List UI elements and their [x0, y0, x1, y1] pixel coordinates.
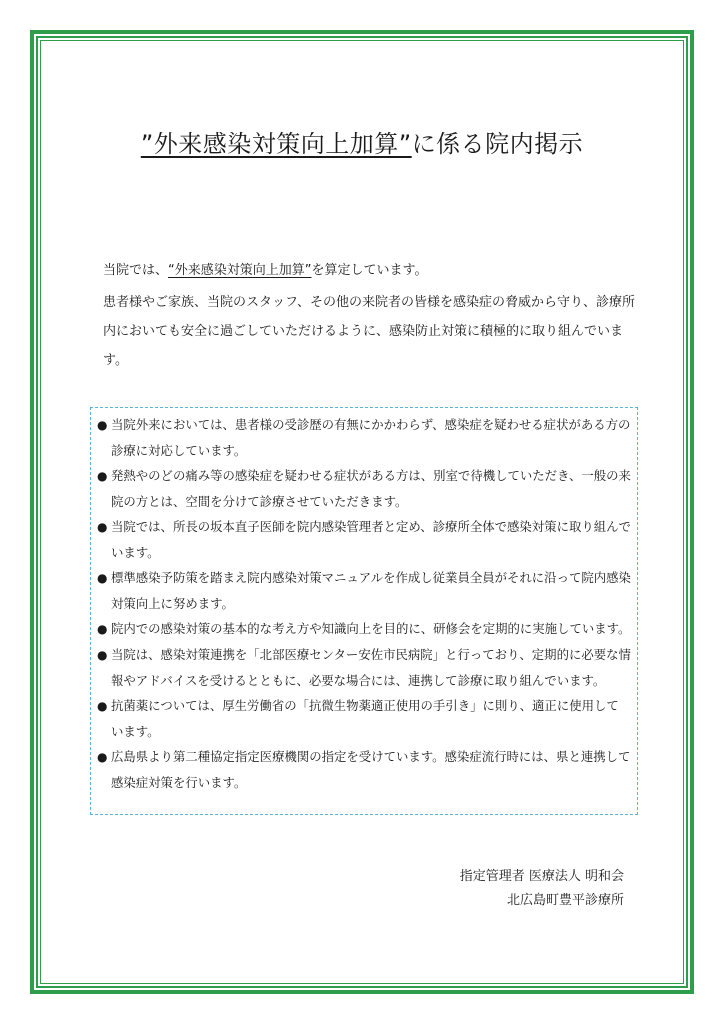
notice-text: 当院は、感染対策連携を「北部医療センター安佐市民病院」と行っており、定期的に必要な情報やアドバイスを受けるとともに、必要な場合には、連携して診療に取り組んでいます。	[111, 647, 631, 688]
bullet-icon: ●	[97, 571, 108, 585]
notice-list	[97, 412, 631, 795]
page-title-rest: に係る院内掲示	[411, 130, 584, 158]
notice-text: 抗菌薬については、厚生労働省の「抗微生物薬適正使用の手引き」に則り、適正に使用しています。	[111, 698, 619, 739]
notice-text: 当院外来においては、患者様の受診歴の有無にかかわらず、感染症を疑わせる症状がある方の診療に対応しています。	[111, 417, 631, 458]
notice-item	[97, 463, 631, 514]
notice-item	[97, 693, 631, 744]
notice-text: 当院では、所長の坂本直子医師を院内感染管理者と定め、診療所全体で感染対策に取り組んでいます。	[111, 519, 631, 560]
notice-item	[97, 514, 631, 565]
notice-item	[97, 744, 631, 795]
intro-line-1-highlight: “外来感染対策向上加算”	[168, 263, 312, 278]
bullet-icon: ●	[97, 520, 108, 534]
bullet-icon: ●	[97, 699, 108, 713]
signature-organization: 指定管理者 医療法人 明和会	[459, 869, 624, 884]
notice-item	[97, 616, 631, 642]
bullet-icon: ●	[97, 418, 108, 432]
intro-line-1-prefix: 当院では、	[103, 263, 169, 278]
notice-text: 標準感染予防策を踏まえ院内感染対策マニュアルを作成し従業員全員がそれに沿って院内感染対策向上に努めます。	[111, 570, 631, 611]
notice-item	[97, 642, 631, 693]
intro-line-1	[103, 256, 643, 285]
notice-item	[97, 565, 631, 616]
notice-text: 院内での感染対策の基本的な考え方や知識向上を目的に、研修会を定期的に実施しています。	[111, 621, 631, 636]
notice-text: 発熱やのどの痛み等の感染症を疑わせる症状がある方は、別室で待機していただき、一般の来院の方とは、空間を分けて診療させていただきます。	[111, 468, 631, 509]
intro-section	[103, 256, 643, 375]
notice-text: 広島県より第二種協定指定医療機関の指定を受けています。感染症流行時には、県と連携して感染症対策を行います。	[111, 749, 631, 790]
intro-line-1-suffix: を算定しています。	[311, 263, 428, 278]
bullet-icon: ●	[97, 469, 108, 483]
bullet-icon: ●	[97, 622, 108, 636]
signature-block	[380, 865, 624, 913]
signature-clinic: 北広島町豊平診療所	[506, 893, 624, 908]
page-title	[0, 126, 724, 162]
bullet-icon: ●	[97, 750, 108, 764]
page-title-highlight: ”外来感染対策向上加算”	[140, 130, 412, 158]
notice-item	[97, 412, 631, 463]
notice-box	[90, 407, 638, 815]
bullet-icon: ●	[97, 648, 108, 662]
intro-paragraph: 患者様やご家族、当院のスタッフ、その他の来院者の皆様を感染症の脅威から守り、診療所内においても安全に過ごしていただけるように、感染防止対策に積極的に取り組んでいます。	[103, 295, 635, 368]
